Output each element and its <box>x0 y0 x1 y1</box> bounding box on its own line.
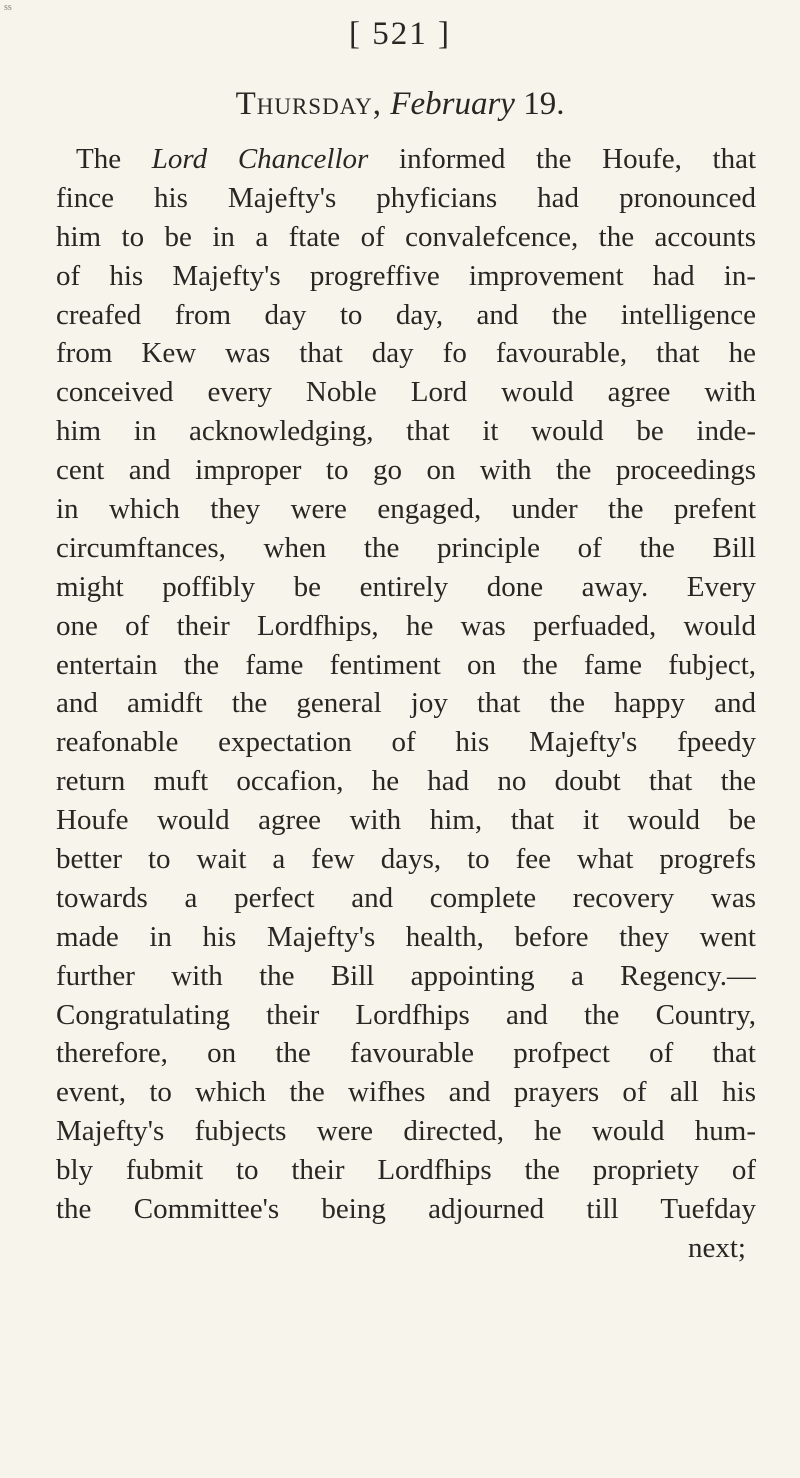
text-line <box>56 140 756 179</box>
text-line: bly fubmit to their Lordfhips the propriety of <box>56 1154 756 1187</box>
heading-month: February <box>390 86 515 122</box>
text-line: Congratulating their Lordfhips and the Country, <box>56 998 756 1031</box>
text-line: the Committee's being adjourned till Tuefday <box>56 1193 756 1226</box>
text-line: return muft occafion, he had no doubt that the <box>56 765 756 798</box>
text-line: cent and improper to go on with the proceedings <box>56 454 756 487</box>
text-line: towards a perfect and complete recovery was <box>56 881 756 914</box>
text-line: fince his Majefty's phyficians had pronounced <box>56 181 756 214</box>
text-line: in which they were engaged, under the prefent <box>56 493 756 526</box>
text-line-end: informed the Houfe, that <box>399 143 756 175</box>
corner-mark: ss <box>4 2 12 13</box>
text-line: Houfe would agree with him, that it would be <box>56 804 756 837</box>
text-line: from Kew was that day fo favourable, that he <box>56 337 756 370</box>
page-number: [ 521 ] <box>349 16 451 52</box>
heading-day: Thursday, <box>235 86 383 122</box>
text-line: him to be in a ftate of convalefcence, the accounts <box>56 220 756 253</box>
text-line: circumftances, when the principle of the Bill <box>56 531 756 564</box>
text-line: made in his Majefty's health, before they went <box>56 920 756 953</box>
text-line: event, to which the wifhes and prayers of all his <box>56 1076 756 1109</box>
catchword: next; <box>688 1231 746 1264</box>
heading-date: 19. <box>523 86 565 122</box>
text-line: further with the Bill appointing a Regency.— <box>56 959 756 992</box>
text-line: therefore, on the favourable profpect of that <box>56 1037 756 1070</box>
text-line: him in acknowledging, that it would be inde- <box>56 415 756 448</box>
text-line: Majefty's fubjects were directed, he would hum- <box>56 1115 756 1148</box>
lord-chancellor-title: Lord Chancellor <box>151 143 369 175</box>
text-line: conceived every Noble Lord would agree with <box>56 376 756 409</box>
text-line: and amidft the general joy that the happy and <box>56 687 756 720</box>
text-line: might poffibly be entirely done away. Every <box>56 570 756 603</box>
text-line: of his Majefty's progreffive improvement had in- <box>56 259 756 292</box>
text-line: entertain the fame fentiment on the fame fubject, <box>56 648 756 681</box>
text-line: reafonable expectation of his Majefty's fpeedy <box>56 726 756 759</box>
text-line: better to wait a few days, to fee what progrefs <box>56 843 756 876</box>
body-paragraph <box>56 140 756 1268</box>
text-line: one of their Lordfhips, he was perfuaded, would <box>56 609 756 642</box>
date-heading <box>200 84 600 124</box>
text-line: creafed from day to day, and the intelligence <box>56 298 756 331</box>
text-line-start: The <box>76 143 122 175</box>
